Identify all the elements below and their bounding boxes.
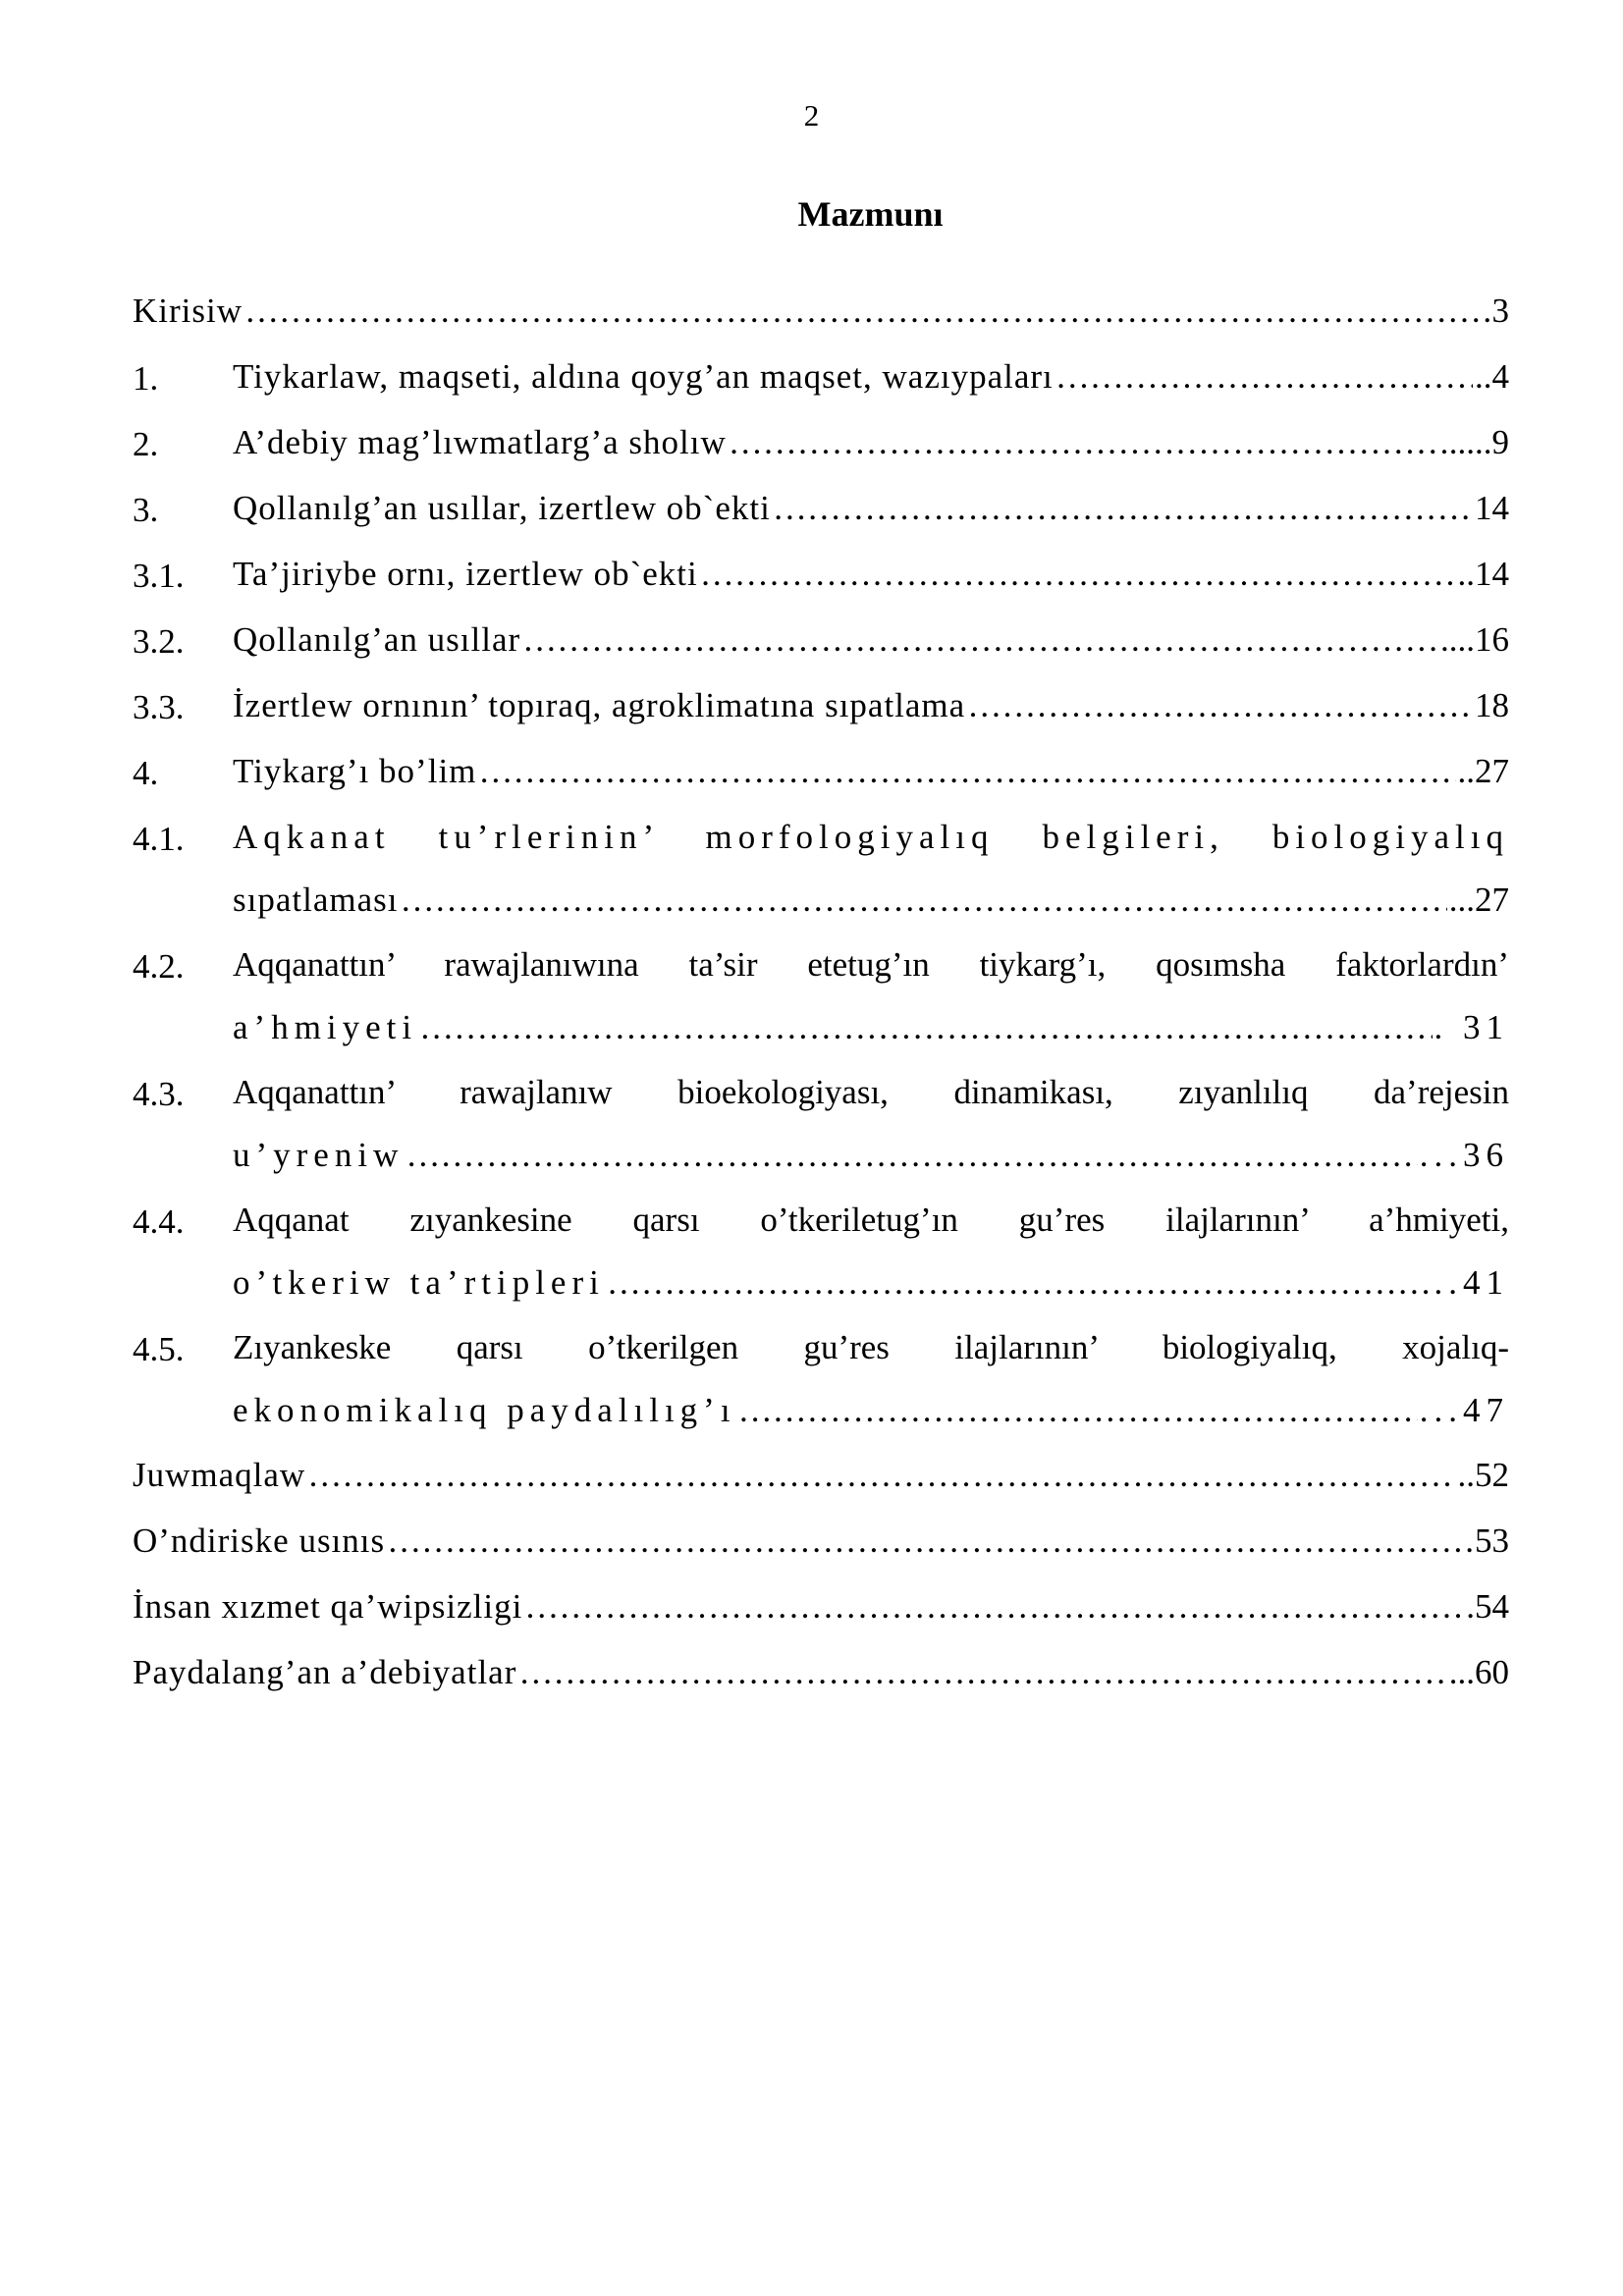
dot-leader (406, 1124, 1417, 1187)
toc-entry-text-line1: Aqqanattın’ rawajlanıw bioekologiyası, dinamikası, zıyanlılıq da’rejesin (233, 1073, 1509, 1111)
toc-entry-number: 4.5. (133, 1330, 185, 1368)
toc-entry-page: ..41 (1434, 1263, 1509, 1302)
toc-entry-number: 3.1. (133, 557, 185, 595)
page-number: 2 (803, 98, 820, 133)
table-of-contents (133, 280, 1509, 1707)
toc-entry-number: 3.2. (133, 622, 185, 661)
dot-leader (607, 1252, 1433, 1314)
toc-entry-text-line1: Aqqanat zıyankesine qarsı o’tkeriletug’ın gu’res ilajlarının’ a’hmiyeti, (233, 1201, 1509, 1239)
toc-entry-text-line1: Aqqanattın’ rawajlanıwına ta’sir etetug’ın tiykarg’ı, qosımsha faktorlardın’ (233, 945, 1509, 984)
toc-entry-text: İnsan xızmet qa’wipsizligi (133, 1587, 523, 1626)
toc-entry-number: 4.3. (133, 1075, 185, 1113)
toc-entry-page: ...36 (1419, 1136, 1509, 1174)
toc-entry-ondiriske-usinis[interactable] (133, 1510, 1509, 1575)
toc-entry-number: 1. (133, 359, 159, 398)
toc-entry-4-4[interactable] (133, 1189, 1509, 1316)
dot-leader (524, 1575, 1464, 1638)
toc-entry-text: Juwmaqlaw (133, 1456, 306, 1494)
toc-entry-insan-xizmet[interactable] (133, 1575, 1509, 1641)
toc-entry-text: ekonomikalıq paydalılıg’ı (233, 1391, 736, 1429)
toc-entry-juwmaqlaw[interactable] (133, 1444, 1509, 1510)
toc-entry-4-3[interactable] (133, 1061, 1509, 1189)
toc-title: Mazmunı (797, 194, 944, 234)
dot-leader (387, 1510, 1473, 1573)
dot-leader (700, 543, 1456, 606)
toc-entry-page: ..4 (1475, 357, 1509, 396)
toc-entry-page: 53 (1475, 1522, 1509, 1560)
dot-leader (478, 740, 1455, 803)
toc-entry-text: Tiykarg’ı bo’lim (233, 752, 477, 790)
toc-entry-page: .....9 (1448, 423, 1509, 461)
toc-entry-number: 2. (133, 425, 159, 463)
dot-leader (967, 674, 1473, 737)
dot-leader (522, 609, 1438, 671)
toc-entry-text: İzertlew ornının’ topıraq, agroklimatına sıpatlama (233, 686, 966, 724)
toc-entry-number: 4.4. (133, 1202, 185, 1241)
toc-entry-page: 14 (1475, 489, 1509, 527)
toc-entry-text-line1: Zıyankeske qarsı o’tkerilgen gu’res ilajlarının’ biologiyalıq, xojalıq- (233, 1328, 1509, 1366)
toc-entry-4-1[interactable] (133, 806, 1509, 934)
toc-entry-text-line1: Aqkanat tu’rlerinin’ morfologiyalıq belgileri, biologiyalıq (233, 818, 1509, 856)
dot-leader (518, 1641, 1446, 1704)
toc-entry-text: Tiykarlaw, maqseti, aldına qoyg’an maqset, wazıypaları (233, 357, 1054, 396)
toc-entry-text: Qollanılg’an usıllar, izertlew ob`ekti (233, 489, 771, 527)
toc-entry-page: ...27 (1448, 881, 1509, 919)
toc-entry-number: 4.1. (133, 820, 185, 858)
toc-entry-number: 4.2. (133, 947, 185, 986)
dot-leader (729, 411, 1447, 474)
toc-entry-text: o’tkeriw ta’rtipleri (233, 1263, 605, 1302)
toc-entry-page: ..27 (1457, 752, 1509, 790)
toc-entry-text: A’debiy mag’lıwmatlarg’a sholıw (233, 423, 727, 461)
toc-entry-kirisiw[interactable] (133, 280, 1509, 346)
toc-entry-page: ....16 (1440, 620, 1509, 659)
toc-entry-page: ..14 (1457, 555, 1509, 593)
dot-leader (400, 869, 1446, 932)
toc-entry-text: O’ndiriske usınıs (133, 1522, 386, 1560)
toc-entry-4-2[interactable] (133, 934, 1509, 1061)
dot-leader (244, 280, 1490, 343)
toc-entry-page: ..52 (1457, 1456, 1509, 1494)
toc-entry-text: Qollanılg’an usıllar (233, 620, 521, 659)
toc-entry-page: . 31 (1434, 1008, 1509, 1046)
toc-entry-number: 3. (133, 491, 159, 529)
toc-entry-text: Kirisiw (133, 292, 243, 330)
toc-entry-text: a’hmiyeti (233, 1008, 418, 1046)
toc-entry-page: ...60 (1448, 1653, 1509, 1691)
toc-entry-3-1[interactable] (133, 543, 1509, 609)
dot-leader (1055, 346, 1473, 408)
toc-entry-text: Paydalang’an a’debiyatlar (133, 1653, 517, 1691)
toc-entry-3[interactable] (133, 477, 1509, 543)
toc-entry-number: 3.3. (133, 688, 185, 726)
dot-leader (307, 1444, 1455, 1507)
toc-entry-3-3[interactable] (133, 674, 1509, 740)
toc-entry-text: u’yreniw (233, 1136, 405, 1174)
dot-leader (773, 477, 1473, 540)
toc-entry-1[interactable] (133, 346, 1509, 411)
dot-leader (419, 996, 1432, 1059)
toc-entry-3-2[interactable] (133, 609, 1509, 674)
dot-leader (738, 1379, 1418, 1442)
toc-entry-4-5[interactable] (133, 1316, 1509, 1444)
toc-entry-text: sıpatlaması (233, 881, 399, 919)
toc-entry-2[interactable] (133, 411, 1509, 477)
toc-entry-number: 4. (133, 754, 159, 792)
toc-entry-page: ...47 (1419, 1391, 1509, 1429)
toc-entry-page: 3 (1491, 292, 1509, 330)
toc-entry-paydalangan-adebiyatlar[interactable] (133, 1641, 1509, 1707)
toc-entry-4[interactable] (133, 740, 1509, 806)
toc-entry-page: .54 (1466, 1587, 1509, 1626)
toc-entry-page: 18 (1475, 686, 1509, 724)
toc-entry-text: Ta’jiriybe ornı, izertlew ob`ekti (233, 555, 698, 593)
